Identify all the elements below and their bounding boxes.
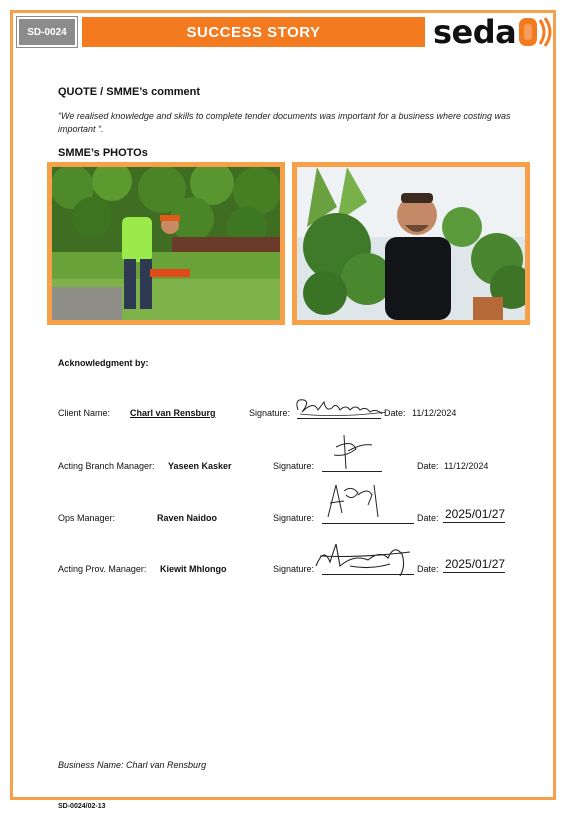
ack-date: 11/12/2024 — [412, 408, 457, 418]
ack-date: 2025/01/27 — [445, 557, 506, 571]
signature-client — [290, 392, 390, 422]
ack-signature-label: Signature: — [273, 513, 315, 523]
signature-line — [322, 523, 414, 524]
page-title: SUCCESS STORY — [82, 17, 425, 47]
photos-heading: SMME’s PHOTOs — [58, 147, 148, 159]
ack-signature-label: Signature: — [249, 408, 291, 418]
logo-wordmark: seda — [433, 13, 517, 51]
ack-role: Acting Branch Manager: — [58, 461, 155, 471]
seda-logo — [433, 12, 553, 52]
date-line — [443, 522, 505, 523]
ack-date-label: Date: — [417, 564, 439, 574]
ack-role: Ops Manager: — [58, 513, 116, 523]
signature-branch-manager — [326, 433, 376, 473]
acknowledgment-heading: Acknowledgment by: — [58, 358, 149, 368]
ack-row-prov-manager — [0, 558, 570, 578]
ack-name: Kiewit Mhlongo — [160, 564, 227, 574]
logo-arcs-icon — [518, 16, 552, 48]
ack-date-label: Date: — [417, 461, 439, 471]
business-name: Business Name: Charl van Rensburg — [58, 760, 207, 770]
ack-name: Raven Naidoo — [157, 513, 218, 523]
photo-greenhouse-portrait — [292, 162, 530, 325]
quote-heading: QUOTE / SMME’s comment — [58, 86, 201, 98]
ack-date: 2025/01/27 — [445, 507, 506, 521]
date-line — [443, 572, 505, 573]
ack-role: Client Name: — [58, 408, 111, 418]
ack-signature-label: Signature: — [273, 564, 315, 574]
ack-date-label: Date: — [417, 513, 439, 523]
signature-ops-manager — [318, 481, 388, 521]
photo-hedge-trimming — [47, 162, 285, 325]
signature-prov-manager — [310, 536, 414, 580]
quote-text: “We realised knowledge and skills to complete tender documents was important for a business where costing was important “. — [58, 111, 511, 134]
ack-name: Charl van Rensburg — [130, 408, 216, 418]
footer-document-code: SD-0024/02-13 — [58, 803, 106, 810]
ack-date: 11/12/2024 — [444, 461, 489, 471]
ack-signature-label: Signature: — [273, 461, 315, 471]
document-code-badge: SD-0024 — [17, 17, 77, 47]
ack-role: Acting Prov. Manager: — [58, 564, 147, 574]
ack-date-label: Date: — [384, 408, 406, 418]
ack-row-branch-manager — [0, 455, 570, 475]
ack-row-client — [0, 402, 570, 422]
ack-name: Yaseen Kasker — [168, 461, 232, 471]
ack-row-ops-manager — [0, 507, 570, 527]
